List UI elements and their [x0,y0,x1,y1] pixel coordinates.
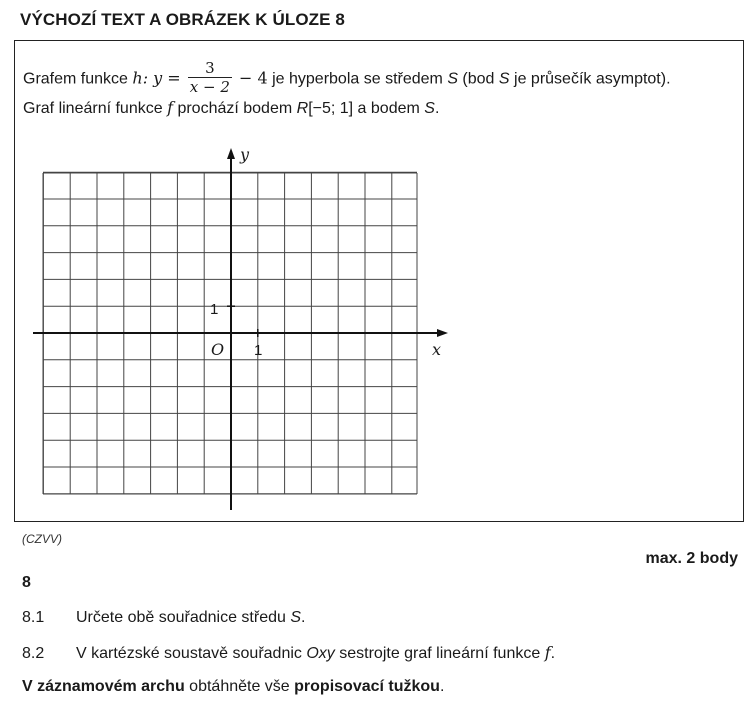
subtask-italic: S [290,609,302,626]
center-name: S [424,100,435,117]
footer-bold: V záznamovém archu [22,678,185,695]
equation-right: − 4 [233,68,268,88]
equation-left: : y = [142,68,186,88]
subtask-text: sestrojte graf lineární funkce [334,645,545,662]
fraction-denominator: x − 2 [189,78,230,96]
subtask-italic: Oxy [306,645,335,662]
intro-text: prochází bodem [173,100,297,117]
intro-text: je průsečík asymptot). [509,70,671,88]
intro-text: (bod [457,70,499,88]
origin-label: O [211,340,225,359]
y-axis-arrow [227,148,235,159]
subtask-text: Určete obě souřadnice středu [76,609,291,626]
task-number: 8 [22,574,31,591]
point-name: R [296,100,309,117]
subtask-text: V kartézské soustavě souřadnic [76,645,307,662]
intro-text: Grafem funkce [23,70,133,88]
footer-text: obtáhněte vše [184,678,295,695]
center-name: S [498,70,510,88]
center-name: S [447,70,458,88]
function-name: h [132,68,143,88]
function-name: f [167,98,173,117]
x-axis-label: x [432,340,442,359]
y-unit-label: 1 [210,301,219,318]
function-name: f [544,643,551,662]
subtask-number: 8.1 [22,609,45,626]
intro-text: a bodem [353,100,425,117]
x-axis-arrow [437,329,448,337]
intro-text: Graf lineární funkce [23,100,168,117]
intro-text: je hyperbola se středem [267,70,448,88]
subtask-number: 8.2 [22,645,45,662]
subtask-8-1 [22,609,305,627]
max-points: max. 2 body [645,550,738,567]
fraction-numerator: 3 [188,59,232,78]
subtask-8-2 [22,643,555,663]
footer-instruction [22,678,444,696]
axes [33,148,448,510]
footer-text: . [439,678,445,695]
footer-bold: propisovací tužkou [294,678,440,695]
y-axis-label: y [240,145,250,164]
section-title: VÝCHOZÍ TEXT A OBRÁZEK K ÚLOZE 8 [20,10,345,29]
intro-text: . [434,100,440,117]
source-label: (CZVV) [22,532,62,546]
x-unit-label: 1 [254,342,263,359]
subtask-text: . [550,645,556,662]
point-coords: [−5; 1] [308,100,354,117]
subtask-text: . [301,609,306,626]
